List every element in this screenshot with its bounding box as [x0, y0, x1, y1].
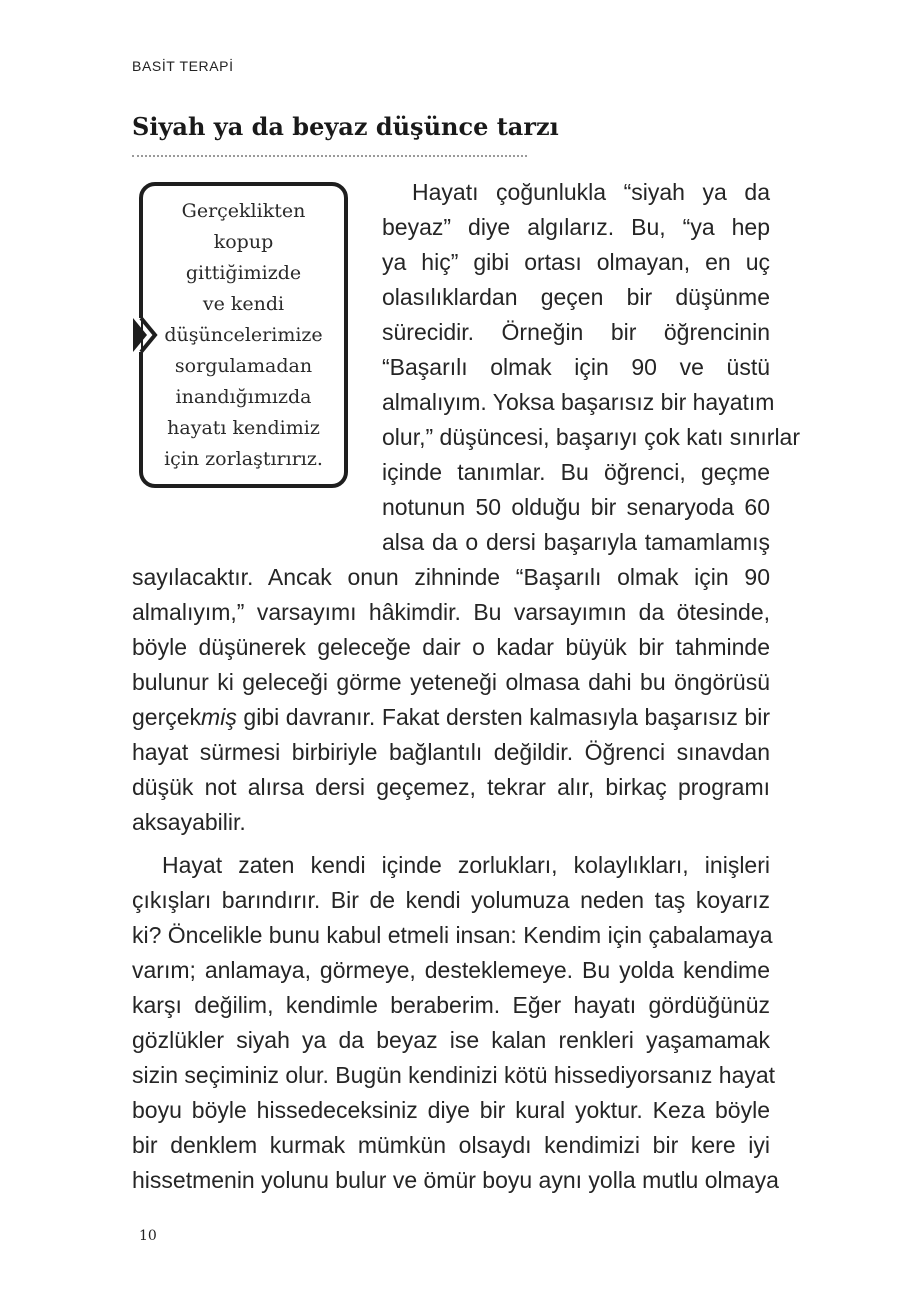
paragraph-line: boyu böyle hissedeceksiniz diye bir kural yoktur. Keza böyle	[132, 1097, 770, 1123]
paragraph-line: olur,” düşüncesi, başarıyı çok katı sınırlar	[382, 424, 801, 450]
pull-quote-line: hayatı kendimiz	[167, 416, 320, 439]
paragraph-line: notunun 50 olduğu bir senaryoda 60	[382, 494, 770, 520]
paragraph-line	[132, 700, 770, 735]
paragraph-line: bulunur ki geleceği görme yeteneği olmasa dahi bu öngörüsü	[132, 669, 770, 695]
paragraph-line: karşı değilim, kendimle beraberim. Eğer hayatı gördüğünüz	[132, 992, 770, 1018]
pull-quote-line: düşüncelerimize	[164, 323, 323, 346]
italic-word-suffix: miş	[201, 704, 237, 730]
pull-quote-line: için zorlaştırırız.	[164, 447, 323, 470]
pull-quote-line: ve kendi	[202, 292, 285, 315]
dotted-divider	[132, 155, 527, 157]
paragraph-line: olasılıklardan geçen bir düşünme	[382, 284, 770, 310]
italic-word-prefix: gerçek	[132, 704, 202, 730]
pull-quote-line: Gerçeklikten	[181, 199, 306, 222]
paragraph-line: almalıyım,” varsayımı hâkimdir. Bu varsayımın da ötesinde,	[132, 599, 770, 625]
paragraph-line: ya hiç” gibi ortası olmayan, en uç	[382, 249, 770, 275]
pull-quote-box	[139, 182, 348, 488]
paragraph-line: varım; anlamaya, görmeye, desteklemeye. Bu yolda kendime	[132, 957, 770, 983]
paragraph-line: düşük not alırsa dersi geçemez, tekrar alır, birkaç programı	[132, 774, 770, 800]
paragraph-line: içinde tanımlar. Bu öğrenci, geçme	[382, 459, 770, 485]
pull-quote-arrow-icon	[127, 314, 163, 356]
paragraph-line: böyle düşünerek geleceğe dair o kadar büyük bir tahminde	[132, 634, 770, 660]
paragraph-line: aksayabilir.	[132, 809, 246, 835]
pull-quote-line: inandığımızda	[175, 385, 312, 408]
running-head: BASİT TERAPİ	[132, 58, 234, 74]
paragraph-line: Hayatı çoğunlukla “siyah ya da	[412, 179, 770, 205]
paragraph-line: sizin seçiminiz olur. Bugün kendinizi kötü hissediyorsanız hayat	[132, 1062, 776, 1088]
pull-quote-line: kopup	[213, 230, 274, 253]
paragraph-line: beyaz” diye algılarız. Bu, “ya hep	[382, 214, 770, 240]
page-number: 10	[139, 1228, 157, 1244]
paragraph-line: hayat sürmesi birbiriyle bağlantılı değildir. Öğrenci sınavdan	[132, 739, 770, 765]
paragraph-line: ki? Öncelikle bunu kabul etmeli insan: Kendim için çabalamaya	[132, 922, 773, 948]
paragraph-line: gözlükler siyah ya da beyaz ise kalan renkleri yaşamamak	[132, 1027, 770, 1053]
pull-quote-text	[158, 196, 329, 475]
paragraph-line: sürecidir. Örneğin bir öğrencinin	[382, 319, 770, 345]
paragraph-line: sayılacaktır. Ancak onun zihninde “Başarılı olmak için 90	[132, 564, 770, 590]
pull-quote-line: gittiğimizde	[185, 261, 302, 284]
paragraph-line: bir denklem kurmak mümkün olsaydı kendimizi bir kere iyi	[132, 1132, 770, 1158]
paragraph-line: çıkışları barındırır. Bir de kendi yolumuza neden taş koyarız	[132, 887, 770, 913]
pull-quote-line: sorgulamadan	[174, 354, 313, 377]
paragraph-line: alsa da o dersi başarıyla tamamlamış	[382, 529, 770, 555]
section-title: Siyah ya da beyaz düşünce tarzı	[132, 112, 559, 141]
paragraph-line-rest: gibi davranır. Fakat dersten kalmasıyla başarısız bir	[243, 704, 770, 730]
paragraph-line: hissetmenin yolunu bulur ve ömür boyu aynı yolla mutlu olmaya	[132, 1167, 779, 1193]
paragraph-line: Hayat zaten kendi içinde zorlukları, kolaylıkları, inişleri	[162, 852, 770, 878]
paragraph-line: “Başarılı olmak için 90 ve üstü	[382, 354, 770, 380]
paragraph-line: almalıyım. Yoksa başarısız bir hayatım	[382, 389, 775, 415]
